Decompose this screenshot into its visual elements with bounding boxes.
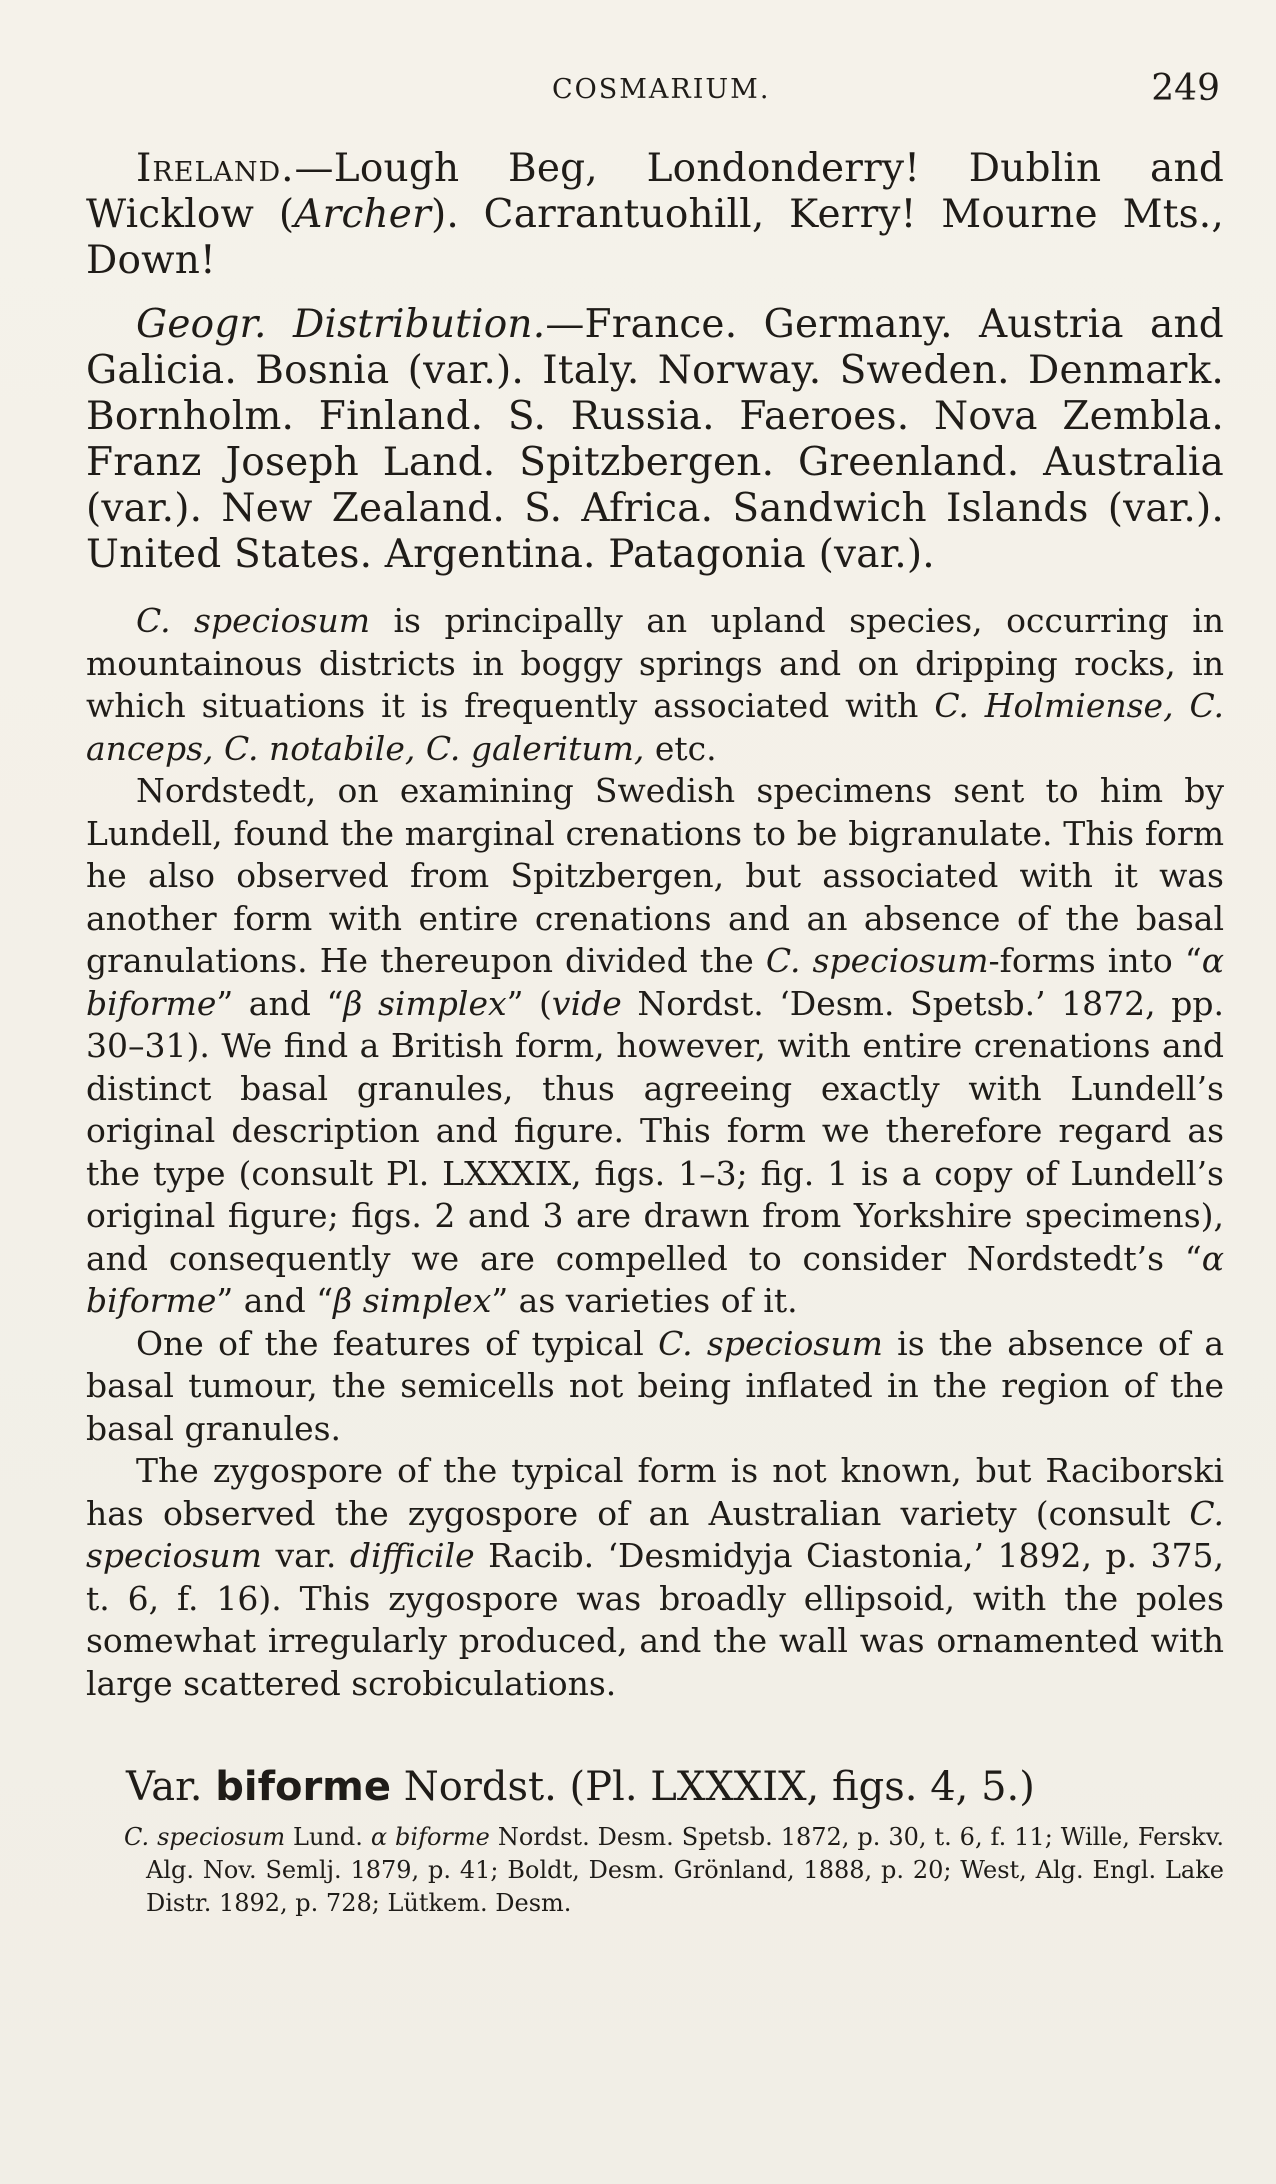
- nordstedt-text-2: -forms into “: [988, 941, 1202, 980]
- zygospore-text-3: Racib. ‘Desmidyja Ciastonia,’ 1892, p. 375, t. 6, f. 16). This zygospore was broadly ellipsoid, with the poles somewhat irregularly produced, and the wall was ornamented with large scattered scrobiculations.: [86, 1536, 1224, 1703]
- zygospore-text-1: The zygospore of the typical form is not known, but Raciborski has observed the zygospore of an Australian variety (consult: [86, 1451, 1224, 1533]
- features-paragraph: [86, 1323, 1224, 1451]
- ireland-text-2: ). Carrantuohill, Kerry! Mourne Mts., Down!: [86, 192, 1224, 283]
- zygospore-text-2: var.: [261, 1536, 350, 1575]
- nordstedt-text-7: ” as varieties of it.: [491, 1281, 798, 1320]
- alpha-biforme-1: α biforme: [86, 941, 1224, 1023]
- collector-name: Archer: [294, 192, 431, 237]
- running-head: COSMARIUM.: [552, 74, 771, 105]
- features-text-2: is the absence of a basal tumour, the semicells not being inflated in the region of the basal granules.: [86, 1323, 1224, 1448]
- references-species: C. speciosum: [124, 1823, 286, 1851]
- distribution-text: —France. Germany. Austria and Galicia. Bosnia (var.). Italy. Norway. Sweden. Denmark. Bornholm. Finland. S. Russia. Faeroes. Nova Zembla. Franz Joseph Land. Spitzbergen. Greenland. Australia (var.). New Zealand. S. Africa. Sandwich Islands (var.). United States. Argentina. Patagonia (var.).: [86, 302, 1224, 577]
- habitat-text-1: is principally an upland species, occurring in mountainous districts in boggy springs and on dripping rocks, in which situations it is frequently associated with: [86, 601, 1224, 725]
- species-name: C. speciosum: [136, 601, 371, 640]
- ireland-paragraph: [86, 146, 1224, 284]
- zygospore-paragraph: [86, 1450, 1224, 1705]
- habitat-paragraph: [86, 600, 1224, 770]
- references-text-1: Lund.: [285, 1823, 371, 1851]
- variety-prefix: Var.: [126, 1764, 216, 1810]
- nordstedt-text-5: Nordst. ‘Desm. Spetsb.’ 1872, pp. 30–31). We find a British form, however, with entire crenations and distinct basal granules, thus agreeing exactly with Lundell’s original description and figure. This form we therefore regard as the type (consult Pl. LXXXIX, figs. 1–3; fig. 1 is a copy of Lundell’s original figure; figs. 2 and 3 are drawn from Yorkshire specimens), and consequently we are compelled to consider Nordstedt’s “: [86, 983, 1224, 1278]
- ireland-text-1: —Lough Beg, Londonderry! Dublin and Wicklow (: [86, 146, 1224, 237]
- species-forms: C. speciosum: [765, 941, 989, 980]
- nordstedt-text-1: Nordstedt, on examining Swedish specimens sent to him by Lundell, found the marginal crenations to be bigranulate. This form he also observed from Spitzbergen, but associated with it was another form with entire crenations and an absence of the basal granulations. He thereupon divided the: [86, 771, 1224, 980]
- references-alpha: α biforme: [370, 1823, 490, 1851]
- vide-word: vide: [551, 983, 622, 1023]
- distribution-paragraph: [86, 302, 1224, 578]
- nordstedt-text-4: ” (: [506, 983, 552, 1023]
- variety-name: biforme: [215, 1764, 391, 1810]
- difficile-word: difficile: [349, 1536, 475, 1575]
- nordstedt-paragraph: [86, 770, 1224, 1323]
- features-species: C. speciosum: [658, 1323, 883, 1363]
- beta-simplex-1: β simplex: [343, 983, 507, 1023]
- beta-simplex-2: β simplex: [333, 1281, 492, 1320]
- zygospore-species: C. speciosum: [86, 1493, 1224, 1575]
- ireland-lead: Ireland.: [136, 146, 295, 191]
- nordstedt-text-6: ” and “: [216, 1281, 334, 1320]
- page-number: 249: [1151, 68, 1220, 109]
- page-header: [86, 66, 1224, 126]
- variety-heading: [126, 1761, 1224, 1813]
- references-text-2: Nordst. Desm. Spetsb. 1872, p. 30, t. 6, f. 11; Wille, Ferskv. Alg. Nov. Semlj. 1879, p. 41; Boldt, Desm. Grönland, 1888, p. 20; West, Alg. Engl. Lake Distr. 1892, p. 728; Lütkem. Desm.: [146, 1823, 1225, 1917]
- associated-species: C. Holmiense, C. anceps, C. notabile, C. galeritum,: [86, 686, 1225, 768]
- nordstedt-text-3: ” and “: [216, 983, 344, 1023]
- habitat-text-2: etc.: [644, 728, 717, 768]
- alpha-biforme-2: α biforme: [86, 1238, 1224, 1320]
- features-text-1: One of the features of typical: [136, 1323, 659, 1363]
- references-block: [124, 1821, 1224, 1920]
- variety-text: Nordst. (Pl. LXXXIX, figs. 4, 5.): [390, 1764, 1035, 1810]
- distribution-label: Geogr. Distribution.: [136, 302, 546, 347]
